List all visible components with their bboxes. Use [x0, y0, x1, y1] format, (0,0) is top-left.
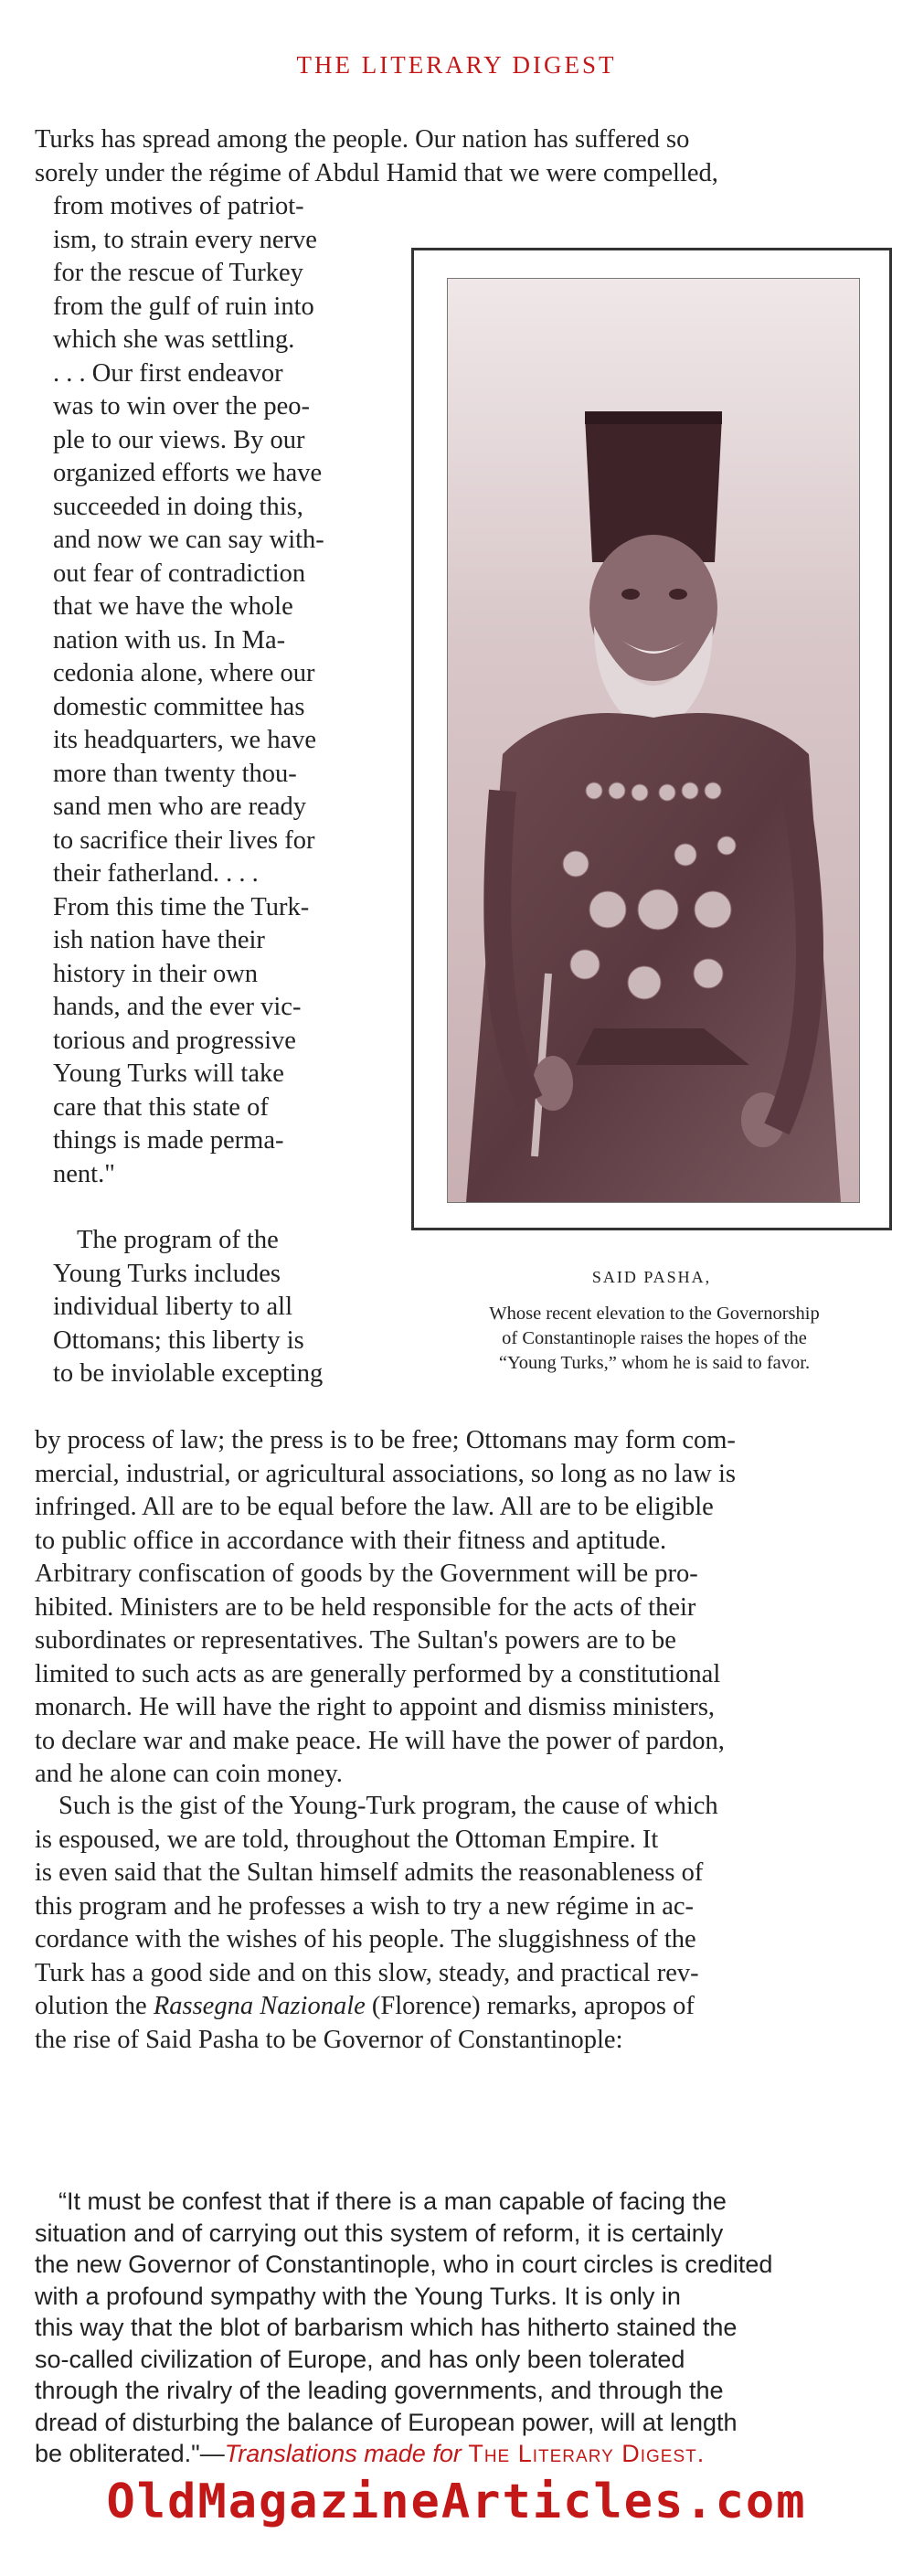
- caption-line: of Constantinople raises the hopes of the: [502, 1328, 807, 1348]
- text-line: ish nation have their: [53, 926, 265, 954]
- text-line: things is made perma-: [53, 1126, 284, 1155]
- text-line: Ottomans; this liberty is: [53, 1325, 304, 1355]
- text-line: the new Governor of Constantinople, who in court circles is credited: [35, 2251, 773, 2278]
- article-narrow-column-2: [53, 1224, 375, 1391]
- text-line: Young Turks includes: [53, 1259, 281, 1288]
- text-line: situation and of carrying out this system of reform, it is certainly: [35, 2219, 724, 2247]
- text-line: Turk has a good side and on this slow, steady, and practical rev-: [35, 1958, 699, 1987]
- text-line: sand men who are ready: [53, 793, 306, 821]
- text-line: to declare war and make peace. He will have the power of pardon,: [35, 1726, 725, 1755]
- text-line: which she was settling.: [53, 325, 295, 354]
- translation-credit: Translations made for: [224, 2440, 469, 2467]
- text-line: with a profound sympathy with the Young Turks. It is only in: [35, 2282, 681, 2310]
- text-line: infringed. All are to be equal before the law. All are to be eligible: [35, 1493, 714, 1521]
- text-line: its headquarters, we have: [53, 726, 317, 754]
- text-line: cedonia alone, where our: [53, 659, 315, 687]
- text-line: individual liberty to all: [53, 1293, 292, 1321]
- text-line: this program and he professes a wish to try a new régime in ac-: [35, 1891, 694, 1921]
- portrait-frame: [411, 248, 892, 1230]
- text-line: torious and progressive: [53, 1026, 296, 1055]
- text-line: subordinates or representatives. The Sultan's powers are to be: [35, 1626, 676, 1655]
- caption-line: “Young Turks,” whom he is said to favor.: [498, 1353, 811, 1373]
- text-line: ism, to strain every nerve: [53, 225, 317, 254]
- masthead: THE LITERARY DIGEST: [296, 51, 617, 79]
- text-line: organized efforts we have: [53, 459, 323, 487]
- text-line: from motives of patriot-: [53, 192, 304, 220]
- text-line: [35, 1990, 894, 2024]
- text-line: by process of law; the press is to be free; Ottomans may form com-: [35, 1426, 736, 1454]
- text-line: Turks has spread among the people. Our nation has suffered so: [35, 125, 690, 154]
- portrait-photo: [447, 278, 860, 1203]
- text-line: to sacrifice their lives for: [53, 825, 315, 855]
- text-line: to be inviolable excepting: [53, 1359, 324, 1388]
- text-line: to public office in accordance with their fitness and aptitude.: [35, 1526, 667, 1555]
- article-paragraph-1: [35, 1424, 894, 1792]
- text-line: is even said that the Sultan himself admits the reasonableness of: [35, 1858, 704, 1887]
- figure-caption: [413, 1302, 896, 1376]
- text-line: From this time the Turk-: [53, 892, 310, 921]
- text-line: limited to such acts as are generally performed by a constitutional: [35, 1659, 721, 1688]
- text-line: [35, 2438, 894, 2470]
- text-line: is espoused, we are told, throughout the Ottoman Empire. It: [35, 1825, 659, 1854]
- text-line: and now we can say with-: [53, 526, 324, 554]
- text-line: care that this state of: [53, 1092, 269, 1122]
- text-fragment: be obliterated."—: [35, 2440, 225, 2467]
- portrait-image: [448, 279, 859, 1202]
- text-line: nent.": [53, 1159, 115, 1188]
- text-line: history in their own: [53, 959, 259, 988]
- text-line: sorely under the régime of Abdul Hamid that we were compelled,: [35, 158, 718, 187]
- article-paragraph-2: [35, 1790, 894, 2057]
- text-line: domestic committee has: [53, 692, 305, 721]
- text-line: hands, and the ever vic-: [53, 993, 302, 1021]
- text-line: . . . Our first endeavor: [53, 358, 283, 388]
- text-line: Arbitrary confiscation of goods by the Government will be pro-: [35, 1559, 698, 1588]
- text-line: hibited. Ministers are to be held responsible for the acts of their: [35, 1592, 696, 1622]
- text-line: was to win over the peo-: [53, 392, 310, 420]
- text-line: their fatherland. . . .: [53, 859, 259, 888]
- text-line: nation with us. In Ma-: [53, 625, 286, 655]
- text-line: “It must be confest that if there is a man capable of facing the: [58, 2187, 727, 2215]
- text-line: The program of the: [77, 1226, 279, 1254]
- text-line: more than twenty thou-: [53, 759, 297, 788]
- text-fragment: (Florence) remarks, apropos of: [365, 1992, 695, 2020]
- text-line: Such is the gist of the Young-Turk program, the cause of which: [58, 1792, 718, 1820]
- text-line: mercial, industrial, or agricultural associations, so long as no law is: [35, 1459, 736, 1488]
- translation-credit-publication: The Literary Digest.: [468, 2440, 706, 2467]
- text-line: ple to our views. By our: [53, 425, 305, 454]
- article-top-lines: [35, 123, 894, 190]
- source-name: Rassegna Nazionale: [153, 1992, 366, 2020]
- text-line: through the rivalry of the leading governments, and through the: [35, 2377, 724, 2404]
- text-line: that we have the whole: [53, 592, 293, 621]
- text-line: the rise of Said Pasha to be Governor of Constantinople:: [35, 2025, 623, 2054]
- text-fragment: olution the: [35, 1992, 154, 2020]
- text-line: out fear of contradiction: [53, 559, 306, 588]
- caption-line: Whose recent elevation to the Governorship: [489, 1304, 820, 1324]
- text-line: cordance with the wishes of his people. The sluggishness of the: [35, 1925, 696, 1953]
- site-banner: OldMagazineArticles.com: [106, 2475, 807, 2529]
- text-line: succeeded in doing this,: [53, 492, 303, 521]
- article-narrow-column: [53, 190, 375, 1191]
- text-line: Young Turks will take: [53, 1059, 284, 1088]
- text-line: monarch. He will have the right to appoint and dismiss ministers,: [35, 1693, 716, 1721]
- text-line: this way that the blot of barbarism which has hitherto stained the: [35, 2314, 738, 2341]
- text-line: from the gulf of ruin into: [53, 292, 314, 321]
- text-line: for the rescue of Turkey: [53, 259, 303, 287]
- quote-block: [35, 2186, 894, 2470]
- figure-caption-title: SAID PASHA,: [591, 1268, 712, 1286]
- text-line: and he alone can coin money.: [35, 1760, 343, 1788]
- text-line: dread of disturbing the balance of European power, will at length: [35, 2408, 738, 2436]
- text-line: so-called civilization of Europe, and has only been tolerated: [35, 2345, 685, 2373]
